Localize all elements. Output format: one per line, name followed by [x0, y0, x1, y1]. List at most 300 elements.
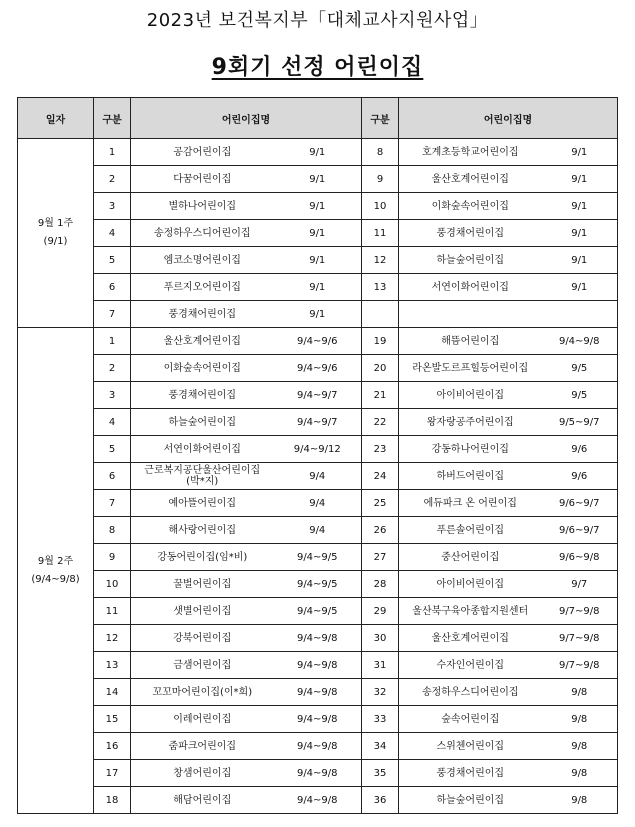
- daycare-name-cell: [131, 733, 274, 760]
- support-date-2-cell: [542, 220, 618, 247]
- daycare-name: 예아뜰어린이집: [168, 497, 237, 509]
- daycare-name-cell: [131, 436, 274, 463]
- daycare-name-2: 풍경채어린이집: [436, 767, 505, 779]
- support-date-cell: [274, 328, 362, 355]
- support-date-2-cell: [542, 166, 618, 193]
- daycare-name-cell: [131, 220, 274, 247]
- row-number-2-cell: [362, 301, 399, 328]
- row-number-cell: [94, 787, 131, 814]
- row-number-2: 31: [373, 659, 387, 671]
- daycare-name: 강동어린이집(임*비): [157, 551, 248, 563]
- support-date-cell: [274, 166, 362, 193]
- support-date-cell: [274, 706, 362, 733]
- row-number: 11: [105, 605, 119, 617]
- daycare-name-2-cell: [399, 328, 542, 355]
- support-date: 9/4: [309, 497, 326, 509]
- support-date-2-cell: [542, 274, 618, 301]
- row-number: 1: [108, 146, 116, 158]
- support-date-2: 9/1: [571, 254, 588, 266]
- support-date-2: 9/7~9/8: [558, 632, 600, 644]
- table-header-row: [18, 98, 618, 139]
- support-date-cell: [274, 355, 362, 382]
- daycare-name-2-cell: [399, 652, 542, 679]
- daycare-name: 엠코소명어린이집: [163, 254, 241, 266]
- support-date-2: 9/7~9/8: [558, 659, 600, 671]
- table-row: [18, 625, 618, 652]
- support-date: 9/4~9/7: [296, 416, 338, 428]
- support-date-2-cell: [542, 436, 618, 463]
- daycare-name-2: 해뜸어린이집: [441, 335, 500, 347]
- support-date-cell: [274, 382, 362, 409]
- daycare-name-cell: [131, 328, 274, 355]
- support-date-2: 9/1: [571, 227, 588, 239]
- daycare-name-2-cell: [399, 166, 542, 193]
- daycare-name-2-cell: [399, 193, 542, 220]
- row-number: 18: [105, 794, 119, 806]
- header-num: 구분: [94, 98, 131, 139]
- row-number-cell: [94, 490, 131, 517]
- support-date-cell: [274, 193, 362, 220]
- daycare-name-2-cell: [399, 625, 542, 652]
- support-date: 9/4~9/6: [296, 362, 338, 374]
- daycare-name-cell: [131, 787, 274, 814]
- table-row: [18, 652, 618, 679]
- week-range: (9/4~9/8): [31, 573, 80, 585]
- daycare-name-cell: [131, 166, 274, 193]
- daycare-name-2-cell: [399, 787, 542, 814]
- daycare-name-cell: [131, 571, 274, 598]
- row-number-2: 8: [376, 146, 384, 158]
- support-date-cell: [274, 274, 362, 301]
- support-date-cell: [274, 463, 362, 490]
- support-date-2-cell: [542, 517, 618, 544]
- daycare-name-2: 서연이화어린이집: [431, 281, 509, 293]
- support-date-2: 9/1: [571, 200, 588, 212]
- row-number-cell: [94, 274, 131, 301]
- daycare-name-2: 울산북구육아종합지원센터: [412, 605, 529, 617]
- support-date: 9/4: [309, 470, 326, 482]
- row-number-cell: [94, 598, 131, 625]
- header-name-2: 어린이집명: [399, 98, 618, 139]
- table-row: [18, 598, 618, 625]
- row-number-cell: [94, 328, 131, 355]
- daycare-name: 이화숲속어린이집: [163, 362, 241, 374]
- row-number: 10: [105, 578, 119, 590]
- table-row: [18, 409, 618, 436]
- daycare-name: 송정하우스디어린이집: [153, 227, 251, 239]
- row-number-cell: [94, 355, 131, 382]
- support-date: 9/4~9/8: [296, 740, 338, 752]
- daycare-name-2: 스위첸어린이집: [436, 740, 505, 752]
- row-number-cell: [94, 139, 131, 166]
- row-number-2: 20: [373, 362, 387, 374]
- support-date-2: 9/6~9/7: [558, 497, 600, 509]
- row-number-2: 30: [373, 632, 387, 644]
- week-label: 9월 1주: [37, 218, 74, 229]
- support-date-cell: [274, 760, 362, 787]
- row-number: 6: [108, 281, 116, 293]
- row-number-2-cell: [362, 706, 399, 733]
- daycare-name: 강북어린이집: [173, 632, 232, 644]
- support-date-2-cell: [542, 409, 618, 436]
- daycare-name-cell: [131, 598, 274, 625]
- row-number-cell: [94, 760, 131, 787]
- daycare-name-cell: [131, 706, 274, 733]
- table-row: [18, 220, 618, 247]
- daycare-name-2-cell: [399, 733, 542, 760]
- daycare-name-2: 이화숲속어린이집: [431, 200, 509, 212]
- daycare-name-cell: [131, 490, 274, 517]
- row-number-cell: [94, 571, 131, 598]
- header-num-2: 구분: [362, 98, 399, 139]
- week-cell: [18, 139, 94, 328]
- daycare-name: 금샘어린이집: [173, 659, 232, 671]
- daycare-name: 해사랑어린이집: [168, 524, 237, 536]
- document-subtitle: 9회기 선정 어린이집: [211, 55, 424, 80]
- support-date-cell: [274, 679, 362, 706]
- table-row: [18, 463, 618, 490]
- daycare-name-2: 송정하우스디어린이집: [421, 686, 519, 698]
- daycare-name-2-cell: [399, 409, 542, 436]
- row-number-2: 10: [373, 200, 387, 212]
- daycare-name-2-cell: [399, 544, 542, 571]
- support-date: 9/4~9/5: [296, 551, 338, 563]
- selection-table: [17, 97, 618, 814]
- support-date-cell: [274, 598, 362, 625]
- table-row: [18, 490, 618, 517]
- table-row: [18, 760, 618, 787]
- row-number-2: 11: [373, 227, 387, 239]
- daycare-name-2: 중산어린이집: [441, 551, 500, 563]
- support-date-2: 9/8: [571, 794, 588, 806]
- support-date: 9/4~9/5: [296, 578, 338, 590]
- daycare-name: 풍경채어린이집: [168, 389, 237, 401]
- support-date-cell: [274, 247, 362, 274]
- week-cell: [18, 328, 94, 814]
- table-row: [18, 436, 618, 463]
- daycare-name-2: 하늘숲어린이집: [436, 254, 505, 266]
- row-number: 3: [108, 389, 116, 401]
- row-number-cell: [94, 409, 131, 436]
- daycare-name-cell: [131, 301, 274, 328]
- row-number-2: 13: [373, 281, 387, 293]
- daycare-name: 창샘어린이집: [173, 767, 232, 779]
- support-date-cell: [274, 652, 362, 679]
- row-number-cell: [94, 544, 131, 571]
- support-date: 9/4: [309, 524, 326, 536]
- support-date: 9/4~9/8: [296, 767, 338, 779]
- table-row: [18, 193, 618, 220]
- row-number-cell: [94, 220, 131, 247]
- daycare-name-2: 아이비어린이집: [436, 578, 505, 590]
- daycare-name-2-cell: [399, 598, 542, 625]
- daycare-name-cell: [131, 760, 274, 787]
- daycare-name-2: 왕자랑공주어린이집: [426, 416, 514, 428]
- support-date-2-cell: [542, 571, 618, 598]
- daycare-name-cell: [131, 679, 274, 706]
- support-date-cell: [274, 490, 362, 517]
- row-number: 7: [108, 497, 116, 509]
- row-number-2: 26: [373, 524, 387, 536]
- daycare-name-2: 푸른솔어린이집: [436, 524, 505, 536]
- daycare-name-2: 아이비어린이집: [436, 389, 505, 401]
- table-row: [18, 382, 618, 409]
- daycare-name-2: 하버드어린이집: [436, 470, 505, 482]
- row-number-2: 29: [373, 605, 387, 617]
- row-number-cell: [94, 166, 131, 193]
- daycare-name-2: 하늘숲어린이집: [436, 794, 505, 806]
- daycare-name-2: 라온발도르프힐등어린이집: [412, 362, 529, 374]
- table-row: [18, 355, 618, 382]
- row-number: 16: [105, 740, 119, 752]
- daycare-name-cell: [131, 625, 274, 652]
- support-date-cell: [274, 436, 362, 463]
- support-date-2: 9/8: [571, 686, 588, 698]
- row-number-2-cell: [362, 274, 399, 301]
- daycare-name-2-cell: [399, 517, 542, 544]
- daycare-name-2-cell: [399, 139, 542, 166]
- row-number: 8: [108, 524, 116, 536]
- row-number-2-cell: [362, 652, 399, 679]
- row-number-2: 28: [373, 578, 387, 590]
- row-number: 4: [108, 227, 116, 239]
- daycare-name-2-cell: [399, 247, 542, 274]
- daycare-name-2: 에듀파크 온 어린이집: [423, 497, 517, 509]
- row-number-2-cell: [362, 382, 399, 409]
- header-date: 일자: [18, 98, 94, 139]
- row-number-2: 24: [373, 470, 387, 482]
- row-number-2-cell: [362, 733, 399, 760]
- daycare-name-2-cell: [399, 679, 542, 706]
- support-date-2: 9/6: [571, 443, 588, 455]
- support-date-2-cell: [542, 490, 618, 517]
- daycare-name-2-cell: [399, 463, 542, 490]
- support-date-2: 9/6: [571, 470, 588, 482]
- daycare-name-2-cell: [399, 382, 542, 409]
- support-date-2: 9/1: [571, 146, 588, 158]
- table-row: [18, 301, 618, 328]
- row-number-2-cell: [362, 220, 399, 247]
- row-number-2-cell: [362, 490, 399, 517]
- row-number: 9: [108, 551, 116, 563]
- support-date: 9/1: [309, 254, 326, 266]
- support-date: 9/1: [309, 227, 326, 239]
- support-date-2-cell: [542, 679, 618, 706]
- daycare-name: 이레어린이집: [173, 713, 232, 725]
- support-date-cell: [274, 571, 362, 598]
- table-row: [18, 787, 618, 814]
- daycare-name-2-cell: [399, 706, 542, 733]
- row-number-2-cell: [362, 679, 399, 706]
- support-date-2: 9/4~9/8: [558, 335, 600, 347]
- row-number: 5: [108, 254, 116, 266]
- table-row: [18, 679, 618, 706]
- daycare-name-cell: [131, 139, 274, 166]
- daycare-name: 서연이화어린이집: [163, 443, 241, 455]
- daycare-name-2-cell: [399, 571, 542, 598]
- row-number-2-cell: [362, 328, 399, 355]
- support-date: 9/4~9/6: [296, 335, 338, 347]
- row-number-2: 32: [373, 686, 387, 698]
- row-number-2-cell: [362, 598, 399, 625]
- daycare-name-2-cell: [399, 220, 542, 247]
- row-number-2-cell: [362, 436, 399, 463]
- daycare-name: 근로복지공단울산어린이집 (박*지): [144, 465, 261, 487]
- row-number: 6: [108, 470, 116, 482]
- daycare-name: 꼬꼬마어린이집(이*희): [152, 686, 253, 698]
- row-number-2-cell: [362, 463, 399, 490]
- daycare-name-cell: [131, 517, 274, 544]
- row-number-cell: [94, 301, 131, 328]
- daycare-name: 별하나어린이집: [168, 200, 237, 212]
- row-number: 13: [105, 659, 119, 671]
- row-number-2-cell: [362, 760, 399, 787]
- support-date-2-cell: [542, 625, 618, 652]
- daycare-name-2: 울산호계어린이집: [431, 173, 509, 185]
- row-number: 3: [108, 200, 116, 212]
- daycare-name-cell: [131, 193, 274, 220]
- row-number-2-cell: [362, 625, 399, 652]
- row-number-cell: [94, 463, 131, 490]
- support-date: 9/1: [309, 173, 326, 185]
- support-date-2: 9/8: [571, 713, 588, 725]
- support-date-cell: [274, 787, 362, 814]
- support-date-2: 9/6~9/8: [558, 551, 600, 563]
- daycare-name: 줌파크어린이집: [168, 740, 237, 752]
- support-date: 9/4~9/12: [293, 443, 341, 455]
- daycare-name: 풍경채어린이집: [168, 308, 237, 320]
- daycare-name-cell: [131, 463, 274, 490]
- row-number-cell: [94, 652, 131, 679]
- daycare-name-2: 강동하나어린이집: [431, 443, 509, 455]
- support-date-2-cell: [542, 193, 618, 220]
- support-date-cell: [274, 220, 362, 247]
- daycare-name-cell: [131, 544, 274, 571]
- row-number: 15: [105, 713, 119, 725]
- support-date: 9/4~9/8: [296, 686, 338, 698]
- table-row: [18, 571, 618, 598]
- support-date: 9/4~9/8: [296, 713, 338, 725]
- support-date-2-cell: [542, 544, 618, 571]
- row-number-2: 25: [373, 497, 387, 509]
- row-number: 2: [108, 362, 116, 374]
- support-date: 9/1: [309, 200, 326, 212]
- daycare-name-2-cell: [399, 490, 542, 517]
- daycare-name-2: 수자인어린이집: [436, 659, 505, 671]
- row-number-2: 12: [373, 254, 387, 266]
- row-number: 4: [108, 416, 116, 428]
- daycare-name: 다꿈어린이집: [173, 173, 232, 185]
- row-number-2-cell: [362, 193, 399, 220]
- week-range: (9/1): [43, 236, 68, 247]
- row-number-2-cell: [362, 544, 399, 571]
- row-number-2-cell: [362, 355, 399, 382]
- daycare-name-2: 숲속어린이집: [441, 713, 500, 725]
- row-number-2-cell: [362, 787, 399, 814]
- support-date-2-cell: [542, 733, 618, 760]
- support-date-2: 9/7: [571, 578, 588, 590]
- row-number-cell: [94, 679, 131, 706]
- row-number: 5: [108, 443, 116, 455]
- daycare-name-cell: [131, 382, 274, 409]
- support-date-2-cell: [542, 598, 618, 625]
- daycare-name-2: 울산호계어린이집: [431, 632, 509, 644]
- row-number-2-cell: [362, 139, 399, 166]
- daycare-name: 하늘숲어린이집: [168, 416, 237, 428]
- support-date-cell: [274, 544, 362, 571]
- daycare-name: 울산호계어린이집: [163, 335, 241, 347]
- row-number: 7: [108, 308, 116, 320]
- support-date-2-cell: [542, 139, 618, 166]
- table-row: [18, 517, 618, 544]
- support-date: 9/1: [309, 146, 326, 158]
- daycare-name-2: 호계초등학교어린이집: [421, 146, 519, 158]
- support-date-2-cell: [542, 382, 618, 409]
- table-row: [18, 328, 618, 355]
- support-date-2-cell: [542, 787, 618, 814]
- document-title: 2023년 보건복지부「대체교사지원사업」: [146, 10, 489, 31]
- row-number-2: 19: [373, 335, 387, 347]
- row-number-2: 34: [373, 740, 387, 752]
- support-date-2-cell: [542, 463, 618, 490]
- support-date: 9/4~9/8: [296, 794, 338, 806]
- support-date-2-cell: [542, 355, 618, 382]
- row-number: 17: [105, 767, 119, 779]
- support-date: 9/4~9/7: [296, 389, 338, 401]
- row-number-cell: [94, 625, 131, 652]
- daycare-name-2-cell: [399, 436, 542, 463]
- week-label: 9월 2주: [37, 555, 74, 567]
- support-date-2-cell: [542, 328, 618, 355]
- row-number-2-cell: [362, 571, 399, 598]
- row-number: 2: [108, 173, 116, 185]
- header-name: 어린이집명: [131, 98, 362, 139]
- support-date: 9/1: [309, 308, 326, 320]
- daycare-name: 공감어린이집: [173, 146, 232, 158]
- support-date: 9/1: [309, 281, 326, 293]
- support-date-2-cell: [542, 247, 618, 274]
- table-row: [18, 139, 618, 166]
- support-date-2: 9/5: [571, 362, 588, 374]
- support-date-cell: [274, 301, 362, 328]
- table-row: [18, 706, 618, 733]
- row-number-cell: [94, 193, 131, 220]
- daycare-name: 푸르지오어린이집: [163, 281, 241, 293]
- row-number-cell: [94, 247, 131, 274]
- daycare-name-2-cell: [399, 760, 542, 787]
- support-date: 9/4~9/8: [296, 659, 338, 671]
- support-date-cell: [274, 139, 362, 166]
- daycare-name: 해담어린이집: [173, 794, 232, 806]
- daycare-name-cell: [131, 355, 274, 382]
- row-number-cell: [94, 706, 131, 733]
- support-date: 9/4~9/5: [296, 605, 338, 617]
- daycare-name-2-cell: [399, 274, 542, 301]
- table-row: [18, 733, 618, 760]
- row-number-2: 23: [373, 443, 387, 455]
- row-number-cell: [94, 436, 131, 463]
- row-number-2: 9: [376, 173, 384, 185]
- support-date-2: 9/1: [571, 173, 588, 185]
- row-number-2: 35: [373, 767, 387, 779]
- support-date-cell: [274, 733, 362, 760]
- row-number-2: 27: [373, 551, 387, 563]
- daycare-name-2: 풍경채어린이집: [436, 227, 505, 239]
- daycare-name: 꿀벌어린이집: [173, 578, 232, 590]
- row-number-2: 36: [373, 794, 387, 806]
- daycare-name-cell: [131, 247, 274, 274]
- row-number-2: 21: [373, 389, 387, 401]
